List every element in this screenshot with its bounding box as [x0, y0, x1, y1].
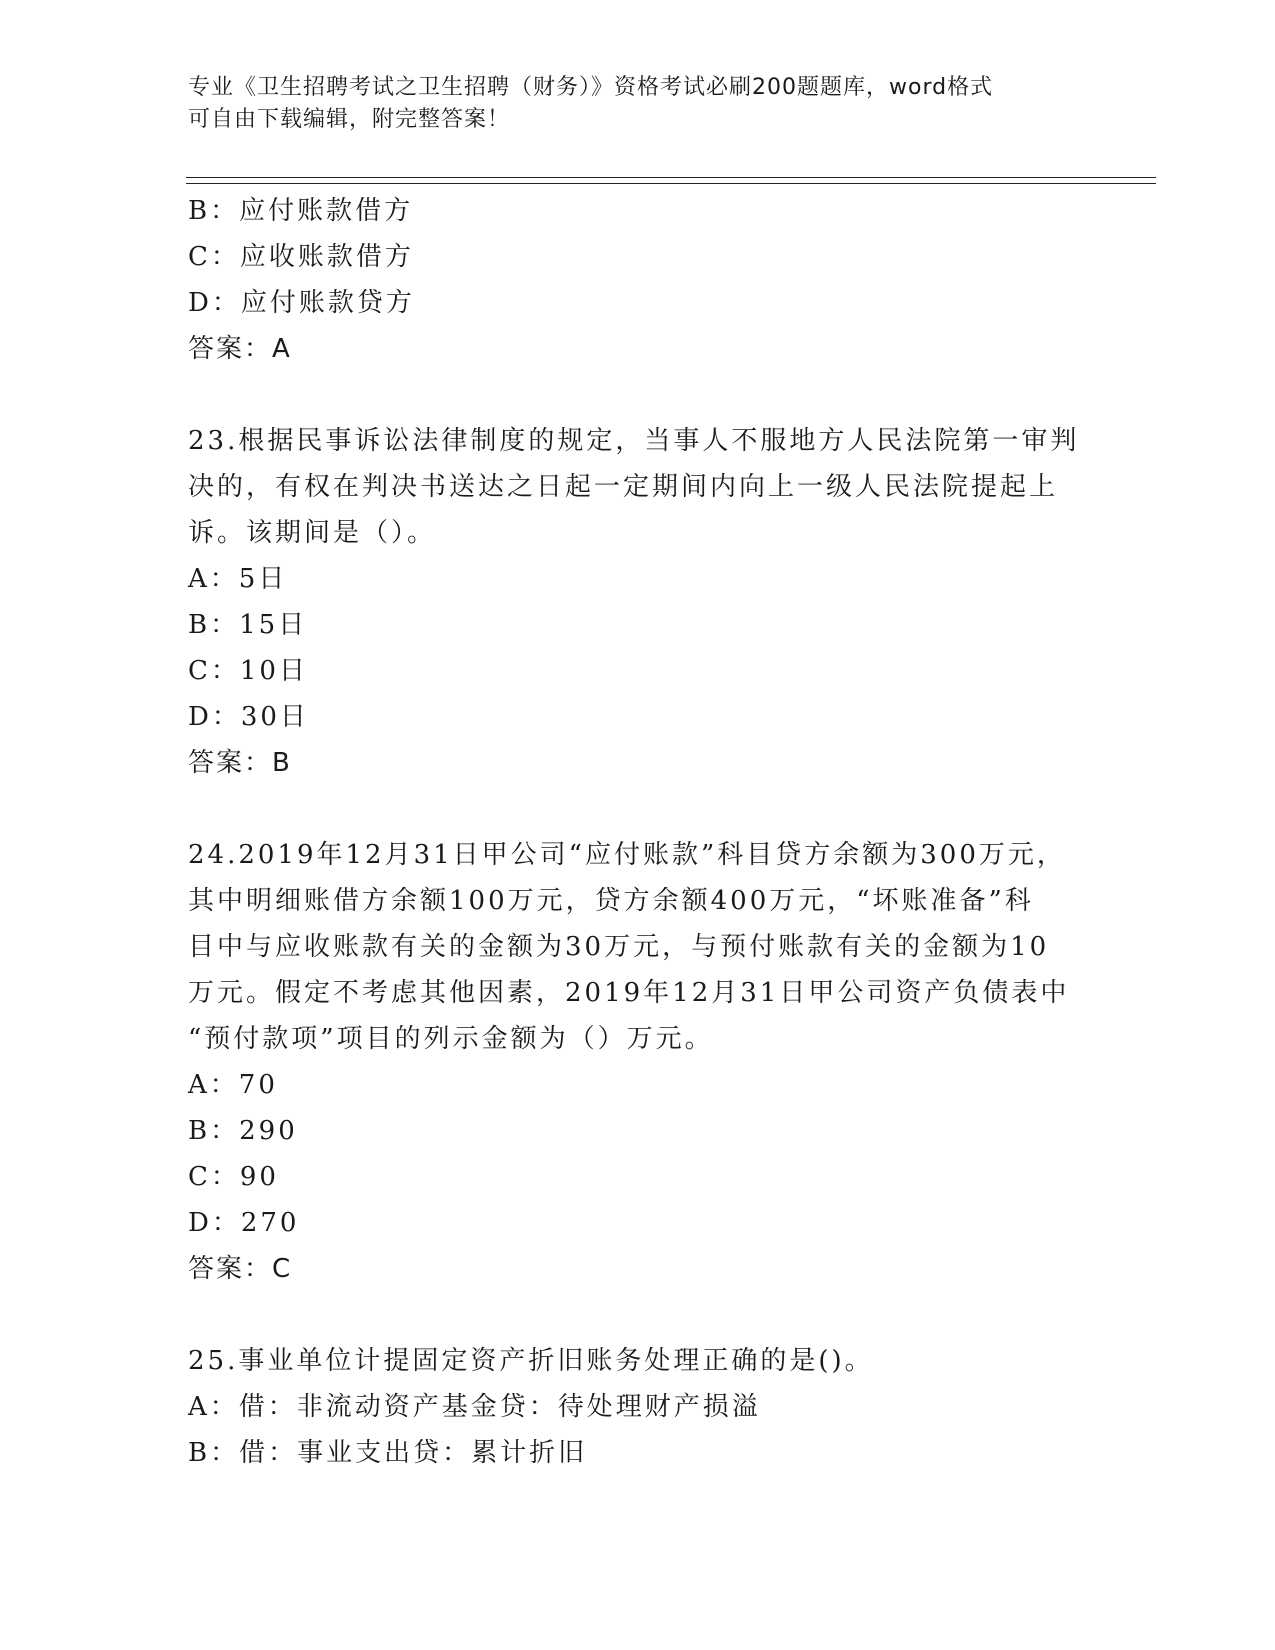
question-text-line: 23.根据民事诉讼法律制度的规定，当事人不服地方人民法院第一审判 — [188, 426, 1080, 456]
answer-line: 答案：C — [188, 1254, 293, 1284]
option-d: D：30日 — [188, 702, 309, 732]
option-c: C：应收账款借方 — [188, 242, 414, 272]
question-25 — [188, 1338, 1088, 1476]
option-c: C：10日 — [188, 656, 308, 686]
option-b: B：290 — [188, 1116, 298, 1146]
option-c: C：90 — [188, 1162, 279, 1192]
option-b: B：借：事业支出贷：累计折旧 — [188, 1438, 588, 1468]
option-a: A：借：非流动资产基金贷：待处理财产损溢 — [188, 1392, 761, 1422]
spacer — [188, 1292, 1088, 1338]
spacer — [188, 786, 1088, 832]
option-b: B：15日 — [188, 610, 308, 640]
header-divider-top — [186, 177, 1156, 178]
document-header — [188, 72, 1068, 136]
question-text-line: 24.2019年12月31日甲公司“应付账款”科目贷方余额为300万元， — [188, 840, 1066, 870]
question-text-line: 决的，有权在判决书送达之日起一定期间内向上一级人民法院提起上 — [188, 472, 1059, 502]
header-line-1: 专业《卫生招聘考试之卫生招聘（财务）》资格考试必刷200题题库，word格式 — [188, 75, 994, 100]
option-b: B：应付账款借方 — [188, 196, 414, 226]
question-list — [188, 188, 1088, 1476]
answer-line: 答案：A — [188, 334, 292, 364]
option-d: D：270 — [188, 1208, 300, 1238]
question-text-line: 目中与应收账款有关的金额为30万元，与预付账款有关的金额为10 — [188, 932, 1050, 962]
question-23 — [188, 418, 1088, 786]
option-a: A：5日 — [188, 564, 288, 594]
answer-line: 答案：B — [188, 748, 292, 778]
header-line-2: 可自由下载编辑，附完整答案！ — [188, 107, 511, 132]
question-22 — [188, 188, 1088, 372]
question-24 — [188, 832, 1088, 1292]
question-text-line: “预付款项”项目的列示金额为（）万元。 — [188, 1024, 714, 1054]
option-a: A：70 — [188, 1070, 278, 1100]
spacer — [188, 372, 1088, 418]
option-d: D：应付账款贷方 — [188, 288, 415, 318]
question-text-line: 25.事业单位计提固定资产折旧账务处理正确的是()。 — [188, 1346, 874, 1376]
question-text-line: 其中明细账借方余额100万元，贷方余额400万元，“坏账准备”科 — [188, 886, 1034, 916]
question-text-line: 万元。假定不考虑其他因素，2019年12月31日甲公司资产负债表中 — [188, 978, 1070, 1008]
question-text-line: 诉。该期间是（）。 — [188, 518, 437, 548]
header-divider-bottom — [186, 183, 1156, 184]
